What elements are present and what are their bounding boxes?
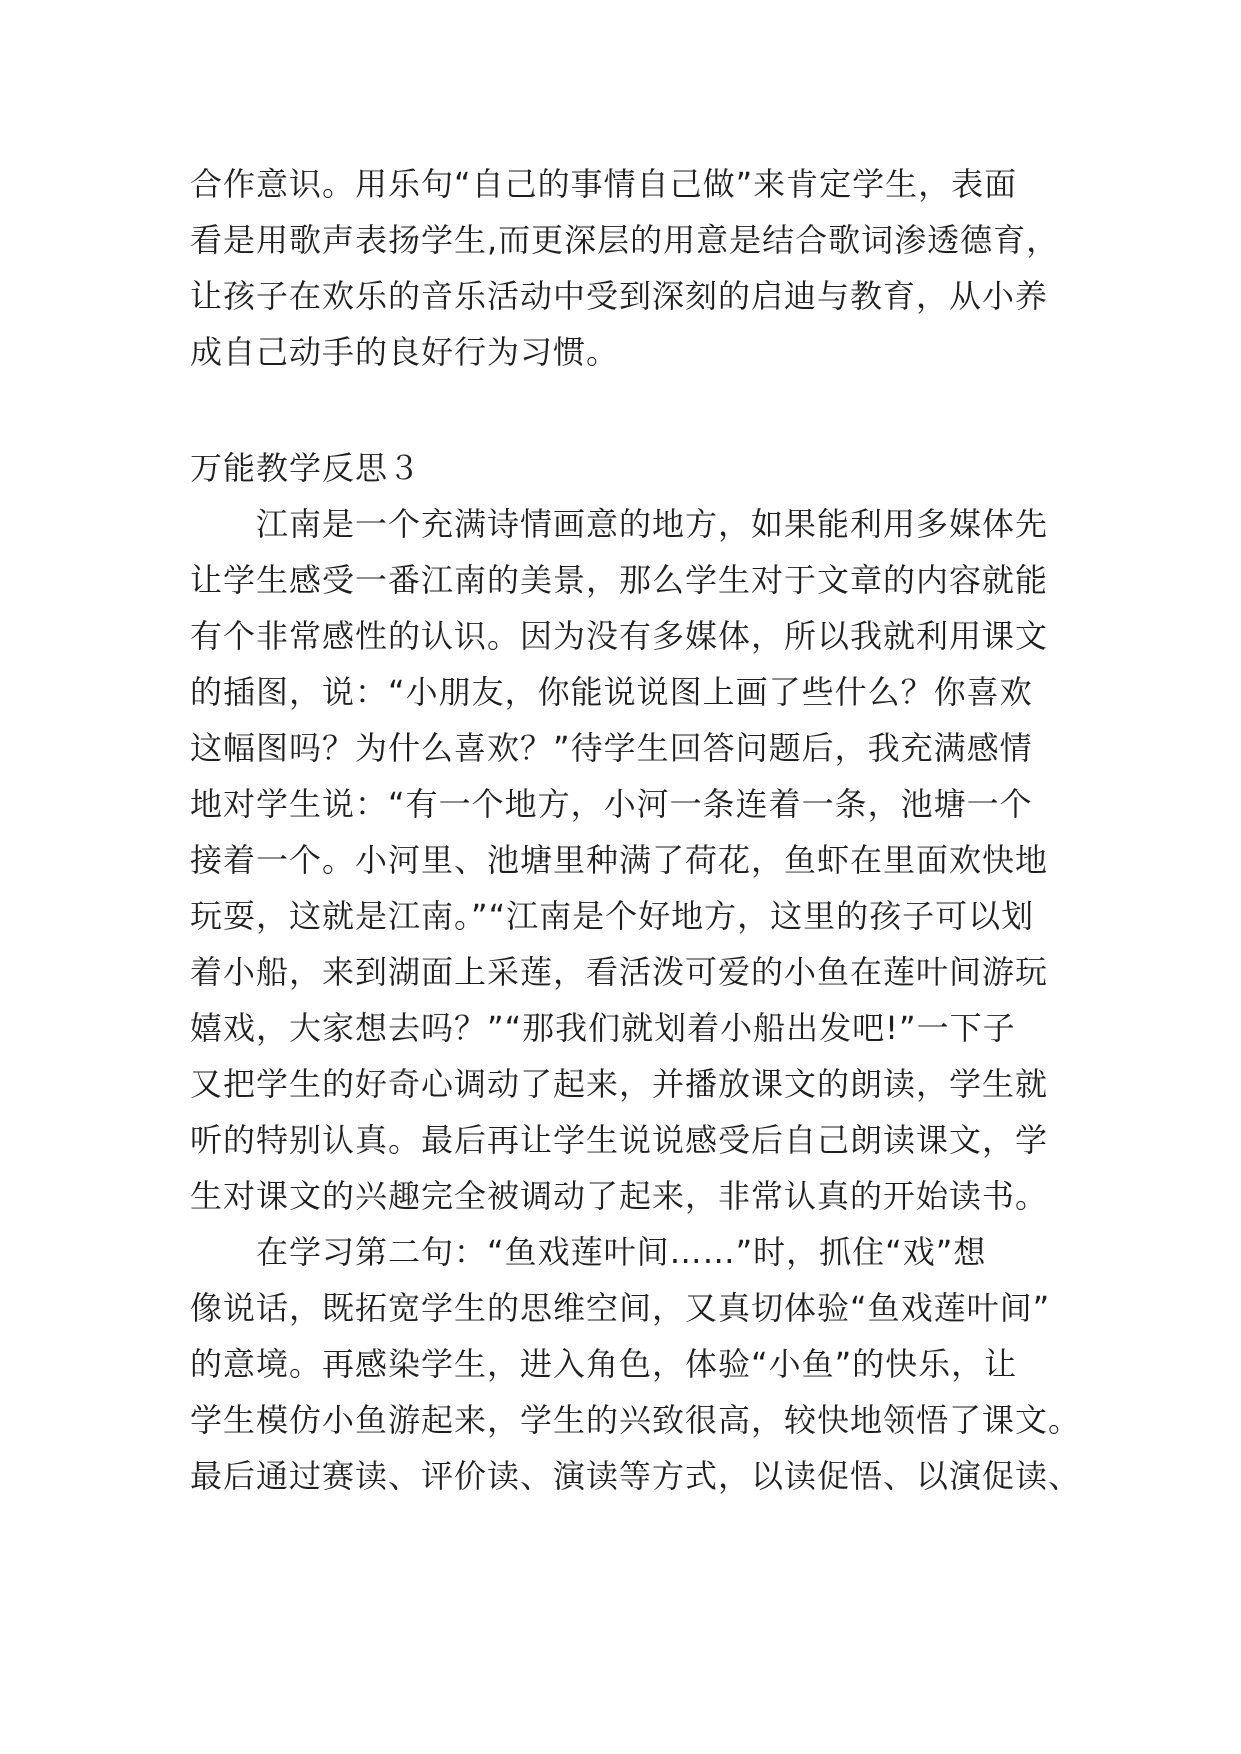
paragraph-line: 让学生感受一番江南的美景，那么学生对于文章的内容就能 [190,561,1049,599]
paragraph-line: 这幅图吗？为什么喜欢？”待学生回答问题后，我充满感情 [190,729,1033,767]
paragraph-line: 成自己动手的良好行为习惯。 [190,333,620,371]
section-heading: 万能教学反思３ [190,449,422,487]
paragraph-line: 嬉戏，大家想去吗？”“那我们就划着小船出发吧!”一下子 [190,1009,1016,1047]
paragraph-line: 江南是一个充满诗情画意的地方，如果能利用多媒体先 [256,505,1049,543]
paragraph-line: 生对课文的兴趣完全被调动了起来，非常认真的开始读书。 [190,1177,1049,1215]
paragraph-line: 又把学生的好奇心调动了起来，并播放课文的朗读，学生就 [190,1065,1049,1103]
paragraph-line: 着小船，来到湖面上采莲，看活泼可爱的小鱼在莲叶间游玩 [190,953,1049,991]
paragraph-line: 合作意识。用乐句“自己的事情自己做”来肯定学生，表面 [190,165,1018,203]
paragraph-line: 最后通过赛读、评价读、演读等方式，以读促悟、以演促读、 [190,1457,1082,1495]
paragraph-line: 的插图，说：“小朋友，你能说说图上画了些什么？你喜欢 [190,673,1033,711]
paragraph-line: 听的特别认真。最后再让学生说说感受后自己朗读课文，学 [190,1121,1049,1159]
paragraph-line: 让孩子在欢乐的音乐活动中受到深刻的启迪与教育，从小养 [190,277,1049,315]
paragraph-line: 有个非常感性的认识。因为没有多媒体，所以我就利用课文 [190,617,1049,655]
paragraph-line: 玩耍，这就是江南。”“江南是个好地方，这里的孩子可以划 [190,897,1035,935]
paragraph-line: 接着一个。小河里、池塘里种满了荷花，鱼虾在里面欢快地 [190,841,1049,879]
paragraph-line: 的意境。再感染学生，进入角色，体验“小鱼”的快乐，让 [190,1345,1018,1383]
paragraph-line: 地对学生说：“有一个地方，小河一条连着一条，池塘一个 [190,785,1033,823]
paragraph-line: 在学习第二句：“鱼戏莲叶间……”时，抓住“戏”想 [256,1233,987,1271]
paragraph-line: 看是用歌声表扬学生,而更深层的用意是结合歌词渗透德育， [190,221,1060,259]
paragraph-line: 学生模仿小鱼游起来，学生的兴致很高，较快地领悟了课文。 [190,1401,1082,1439]
paragraph-line: 像说话，既拓宽学生的思维空间，又真切体验“鱼戏莲叶间” [190,1289,1051,1327]
